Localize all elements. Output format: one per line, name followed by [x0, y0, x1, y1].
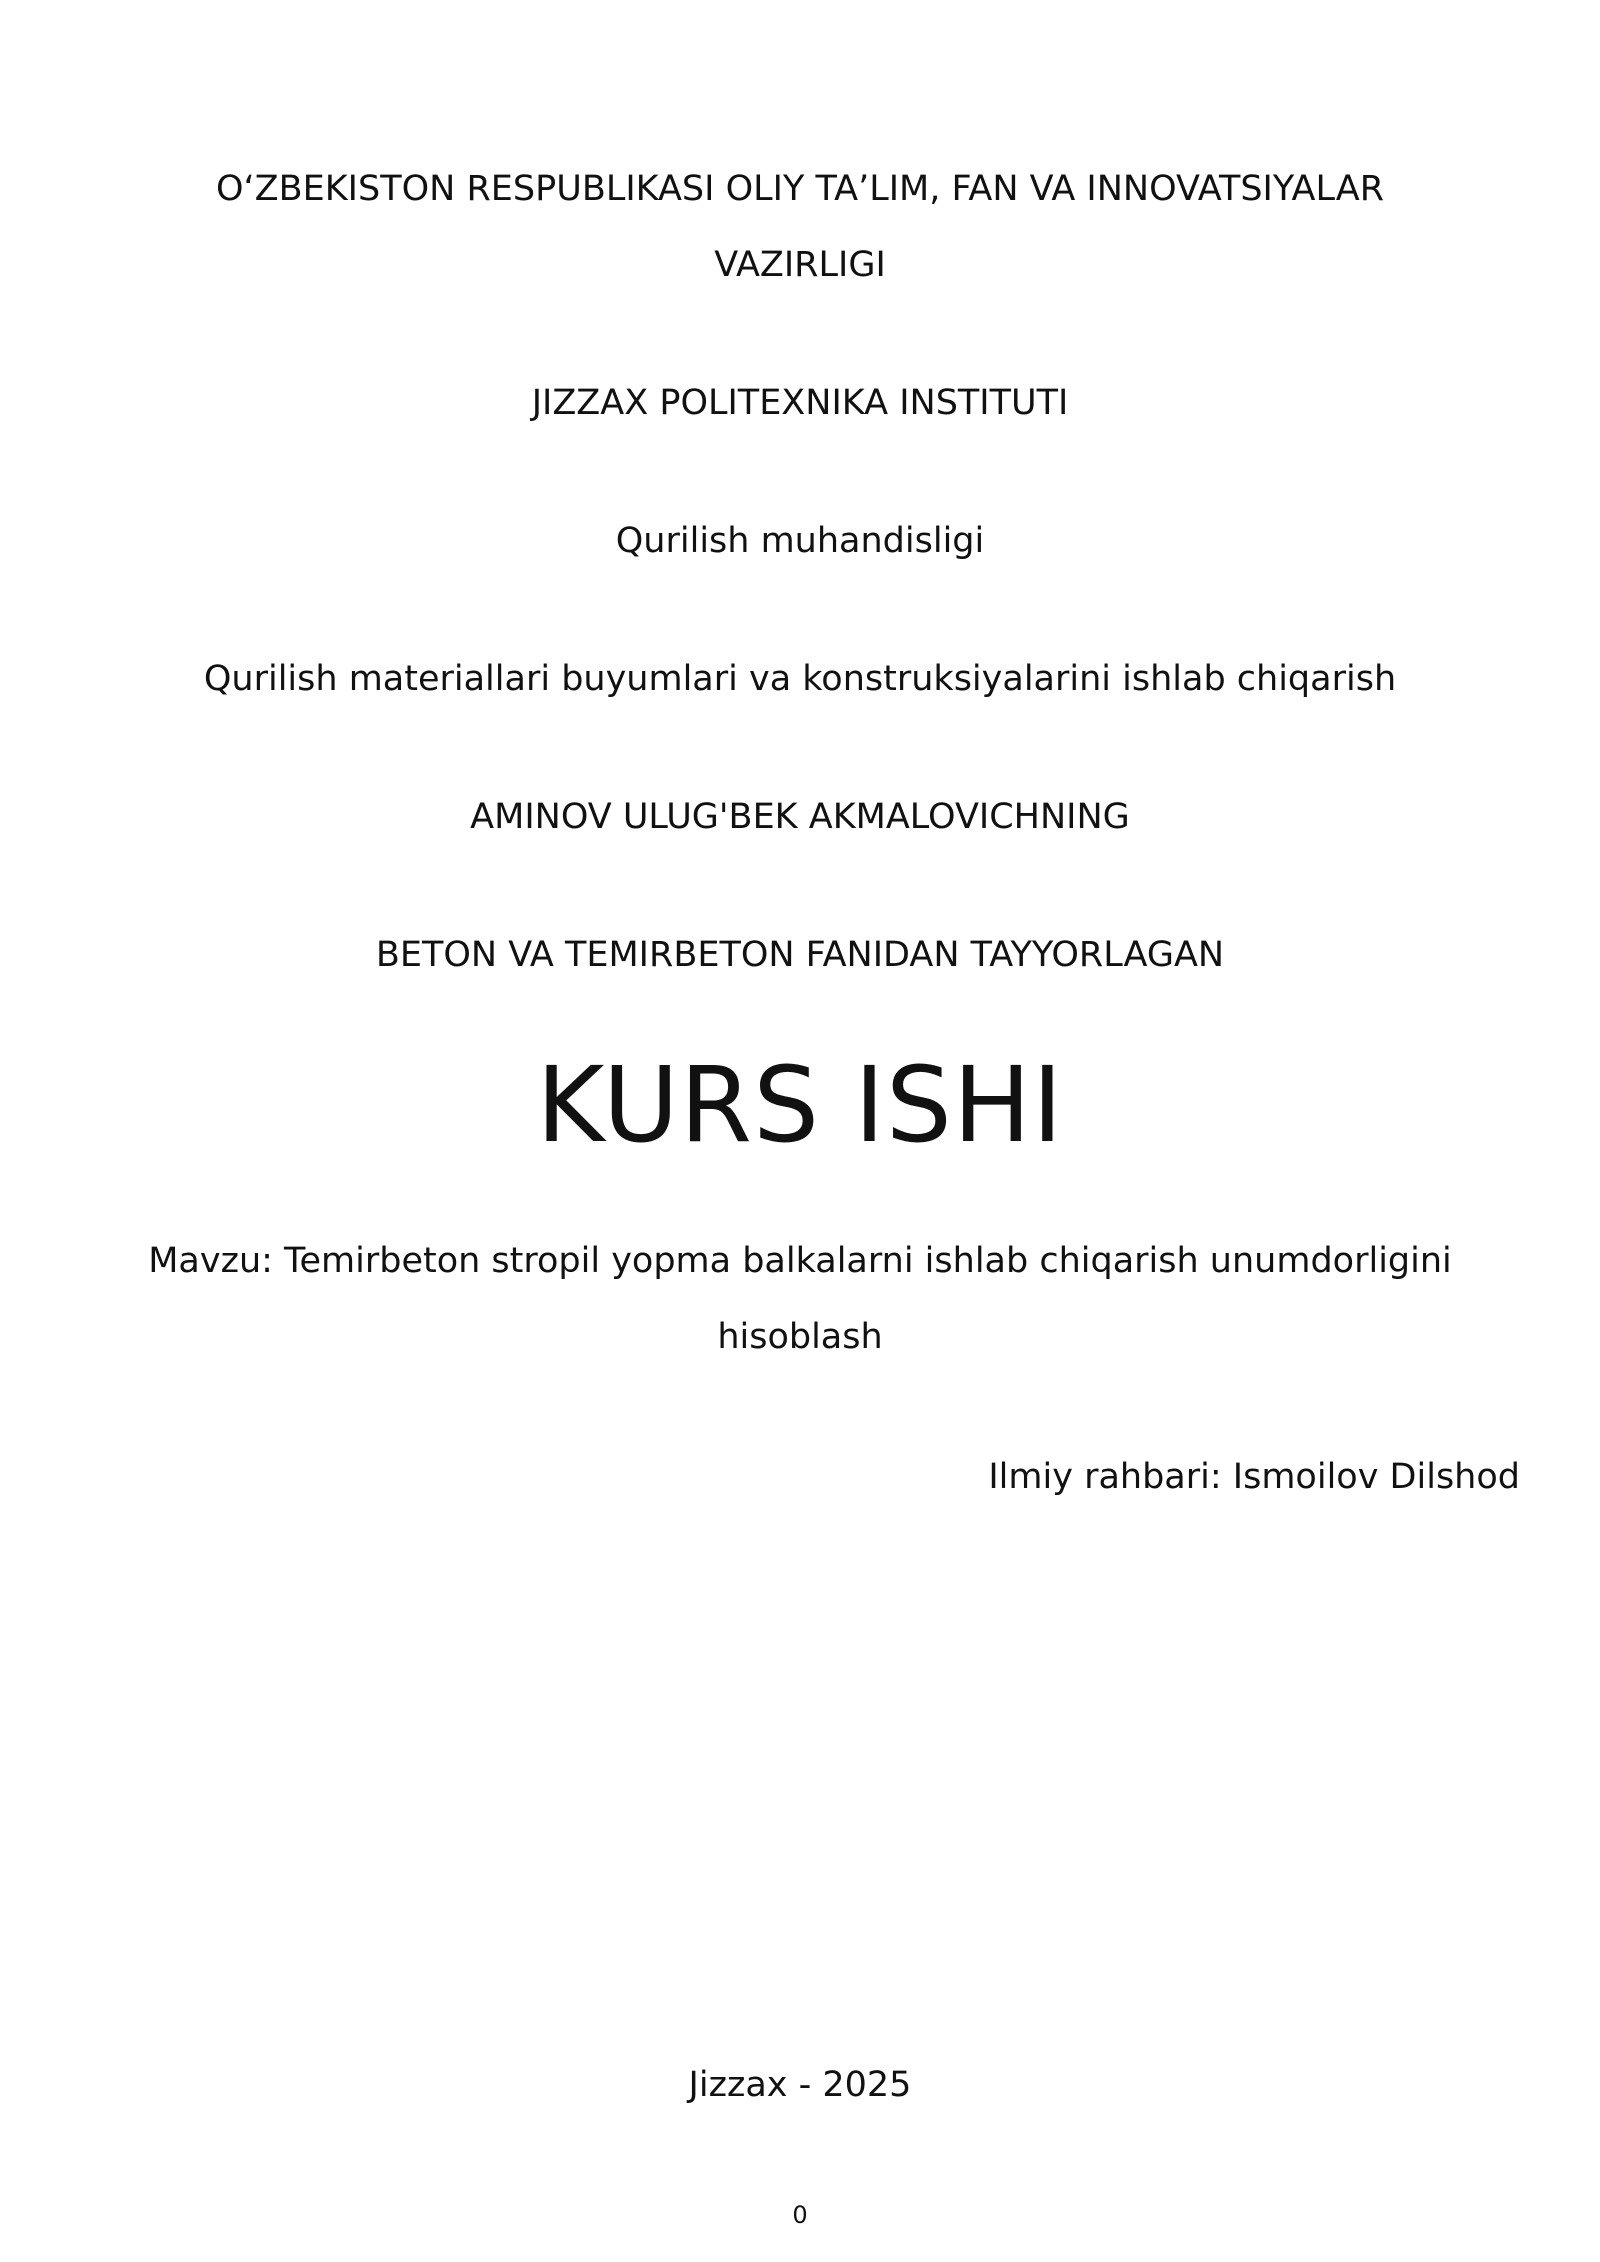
author-name: AMINOV ULUG'BEK AKMALOVICHNING: [470, 797, 1130, 837]
topic-line-1: Mavzu: Temirbeton stropil yopma balkalarni ishlab chiqarish unumdorligini: [148, 1241, 1452, 1281]
supervisor-line: Ilmiy rahbari: Ismoilov Dilshod: [988, 1457, 1520, 1497]
ministry-line-2: VAZIRLIGI: [714, 245, 886, 285]
document-title: KURS ISHI: [536, 1044, 1064, 1166]
place-year: Jizzax - 2025: [688, 2065, 912, 2105]
subject-line: BETON VA TEMIRBETON FANIDAN TAYYORLAGAN: [375, 935, 1225, 975]
page-number: 0: [792, 2201, 808, 2229]
institute-name: JIZZAX POLITEXNIKA INSTITUTI: [531, 383, 1069, 423]
faculty-name: Qurilish muhandisligi: [615, 521, 985, 561]
ministry-line-1: O‘ZBEKISTON RESPUBLIKASI OLIY TA’LIM, FAN VA INNOVATSIYALAR: [215, 169, 1385, 209]
specialty-name: Qurilish materiallari buyumlari va konstruksiyalarini ishlab chiqarish: [203, 659, 1397, 699]
topic-line-2: hisoblash: [717, 1317, 883, 1357]
